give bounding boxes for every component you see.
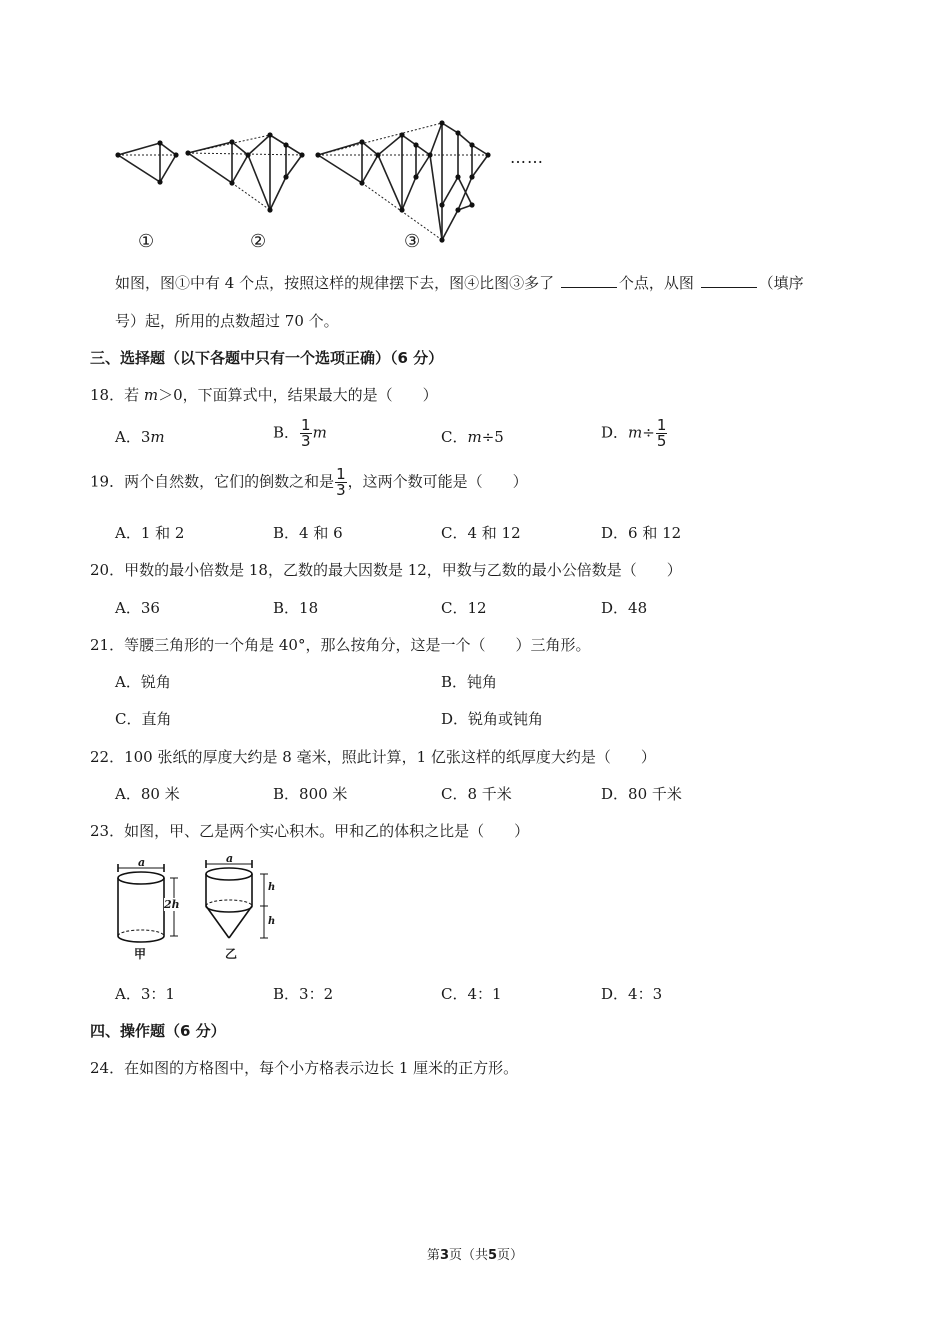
q24-stem: 24．在如图的方格图中，每个小方格表示边长 1 厘米的正方形。 — [90, 1059, 519, 1077]
q19-option-c[interactable]: C．4 和 12 — [441, 524, 521, 542]
figure-label-1: ① — [138, 231, 155, 252]
q17-blank-1[interactable] — [561, 273, 617, 288]
q21-option-b[interactable]: B．钝角 — [441, 673, 498, 691]
q19-stem: 19．两个自然数，它们的倒数之和是 $\frac{1}{3}$ ，这两个数可能是（ ） — [90, 465, 528, 499]
section-4-title: 四、操作题（6 分） — [90, 1022, 226, 1040]
dot-pattern-figure — [110, 115, 570, 255]
q23-option-d[interactable]: D．4：3 — [601, 985, 663, 1003]
q23-option-b[interactable]: B．3：2 — [273, 985, 334, 1003]
q18-option-a[interactable]: A．3m — [115, 428, 165, 446]
q19-option-d[interactable]: D．6 和 12 — [601, 524, 682, 542]
q18-option-b[interactable]: B． $\frac{1}{3}$ m — [273, 416, 327, 450]
q22-option-a[interactable]: A．80 米 — [115, 785, 180, 803]
q17-line2: 号）起，所用的点数超过 70 个。 — [115, 312, 339, 330]
label-jia: 甲 — [134, 947, 147, 961]
figure-label-2: ② — [250, 231, 267, 252]
q20-option-a[interactable]: A．36 — [115, 599, 160, 617]
q18-option-c[interactable]: C．m÷5 — [441, 428, 504, 446]
q19-option-b[interactable]: B．4 和 6 — [273, 524, 343, 542]
fraction: $\frac{1}{3}$ — [336, 465, 346, 499]
q20-option-c[interactable]: C．12 — [441, 599, 487, 617]
q20-stem: 20．甲数的最小倍数是 18，乙数的最大因数是 12，甲数与乙数的最小公倍数是（ ） — [90, 561, 682, 579]
q20-option-b[interactable]: B．18 — [273, 599, 319, 617]
figure-label-3: ③ — [404, 231, 421, 252]
q23-stem: 23．如图，甲、乙是两个实心积木。甲和乙的体积之比是（ ） — [90, 822, 530, 840]
q21-stem: 21．等腰三角形的一个角是 40°，那么按角分，这是一个（ ）三角形。 — [90, 636, 591, 654]
fig-label-2h: 2h — [164, 898, 180, 911]
page-footer: 第3页（共5页） — [426, 1248, 524, 1263]
q22-option-b[interactable]: B．800 米 — [273, 785, 348, 803]
figure-ellipsis: …… — [510, 148, 544, 167]
q21-option-a[interactable]: A．锐角 — [115, 673, 171, 691]
q18-stem: 18．若 m＞0，下面算式中，结果最大的是（ ） — [90, 386, 438, 404]
q21-option-d[interactable]: D．锐角或钝角 — [441, 710, 544, 728]
q22-stem: 22．100 张纸的厚度大约是 8 毫米，照此计算，1 亿张这样的纸厚度大约是（ ） — [90, 748, 656, 766]
section-3-title: 三、选择题（以下各题中只有一个选项正确）（6 分） — [90, 349, 444, 367]
fig-label-a-1: a — [138, 856, 146, 869]
q17-blank-2[interactable] — [701, 273, 757, 288]
q22-option-d[interactable]: D．80 千米 — [601, 785, 682, 803]
q19-option-a[interactable]: A．1 和 2 — [115, 524, 185, 542]
q23-option-c[interactable]: C．4：1 — [441, 985, 502, 1003]
fig-label-a-2: a — [226, 852, 234, 865]
fig-label-h-1: h — [268, 882, 276, 893]
label-yi: 乙 — [225, 947, 238, 961]
fraction: $\frac{1}{5}$ — [656, 416, 667, 450]
q23-option-a[interactable]: A．3：1 — [115, 985, 175, 1003]
q21-option-c[interactable]: C．直角 — [115, 710, 172, 728]
fraction: $\frac{1}{3}$ — [301, 416, 311, 450]
q20-option-d[interactable]: D．48 — [601, 599, 648, 617]
q18-option-d[interactable]: D．m÷ $\frac{1}{5}$ — [601, 416, 667, 450]
fig-label-h-2: h — [268, 916, 276, 927]
q22-option-c[interactable]: C．8 千米 — [441, 785, 512, 803]
q17-line1: 如图，图①中有 4 个点，按照这样的规律摆下去，图④比图③多了 个点，从图 （填序 — [115, 274, 804, 292]
